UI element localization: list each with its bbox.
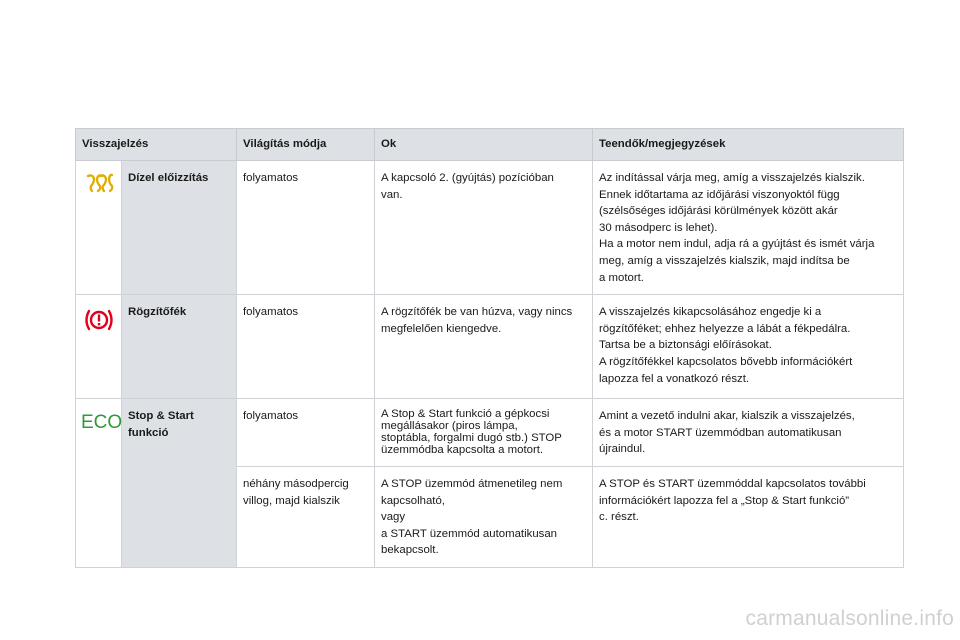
- header-cause: Ok: [375, 129, 593, 161]
- table-header-row: [76, 129, 904, 161]
- cause-text: A STOP üzemmód átmenetileg nem kapcsolható, vagy a START üzemmód automatikusan bekapcsolt.: [375, 466, 593, 567]
- action-text: A STOP és START üzemmóddal kapcsolatos további információkért lapozza fel a „Stop & Start funkció” c. részt.: [593, 466, 904, 567]
- indicator-name: Dízel előizzítás: [122, 161, 237, 295]
- icon-cell: [76, 161, 122, 295]
- table-row: [76, 399, 904, 467]
- table-row: [76, 161, 904, 295]
- header-indicator: Visszajelzés: [76, 129, 237, 161]
- table-row: [76, 295, 904, 399]
- indicator-name: Rögzítőfék: [122, 295, 237, 399]
- cause-text: A kapcsoló 2. (gyújtás) pozícióban van.: [375, 161, 593, 295]
- glow-plug-icon: [85, 173, 113, 199]
- action-text: Az indítással várja meg, amíg a visszajelzés kialszik. Ennek időtartama az időjárási viszonyoktól függ (szélsőséges időjárási körülmények között akár 30 másodperc is lehet). Ha a motor nem indul, adja rá a gyújtást és ismét várja meg, amíg a visszajelzés kialszik, majd indítsa be a motort.: [593, 161, 904, 295]
- icon-cell: [76, 399, 122, 568]
- lighting-mode: folyamatos: [237, 161, 375, 295]
- lighting-mode: néhány másodpercig villog, majd kialszik: [237, 466, 375, 567]
- header-actions: Teendők/megjegyzések: [593, 129, 904, 161]
- lighting-mode: folyamatos: [237, 399, 375, 467]
- parking-brake-icon: [84, 307, 114, 339]
- icon-cell: [76, 295, 122, 399]
- lighting-mode: folyamatos: [237, 295, 375, 399]
- eco-icon: [80, 411, 122, 437]
- header-lighting-mode: Világítás módja: [237, 129, 375, 161]
- cause-text: A Stop & Start funkció a gépkocsi megállásakor (piros lámpa, stoptábla, forgalmi dugó stb.) STOP üzemmódba kapcsolta a motort.: [375, 399, 593, 467]
- warning-lights-table: [75, 128, 904, 568]
- svg-text:ECO: ECO: [80, 412, 122, 434]
- action-text: A visszajelzés kikapcsolásához engedje ki a rögzítőféket; ehhez helyezze a lábát a fékpedálra. Tartsa be a biztonsági előírásokat. A rögzítőfékkel kapcsolatos bővebb információkért lapozza fel a vonatkozó részt.: [593, 295, 904, 399]
- watermark: carmanualsonline.info: [745, 607, 954, 630]
- action-text: Amint a vezető indulni akar, kialszik a visszajelzés, és a motor START üzemmódban automatikusan újraindul.: [593, 399, 904, 467]
- indicator-name: Stop & Start funkció: [122, 399, 237, 568]
- cause-text: A rögzítőfék be van húzva, vagy nincs megfelelően kiengedve.: [375, 295, 593, 399]
